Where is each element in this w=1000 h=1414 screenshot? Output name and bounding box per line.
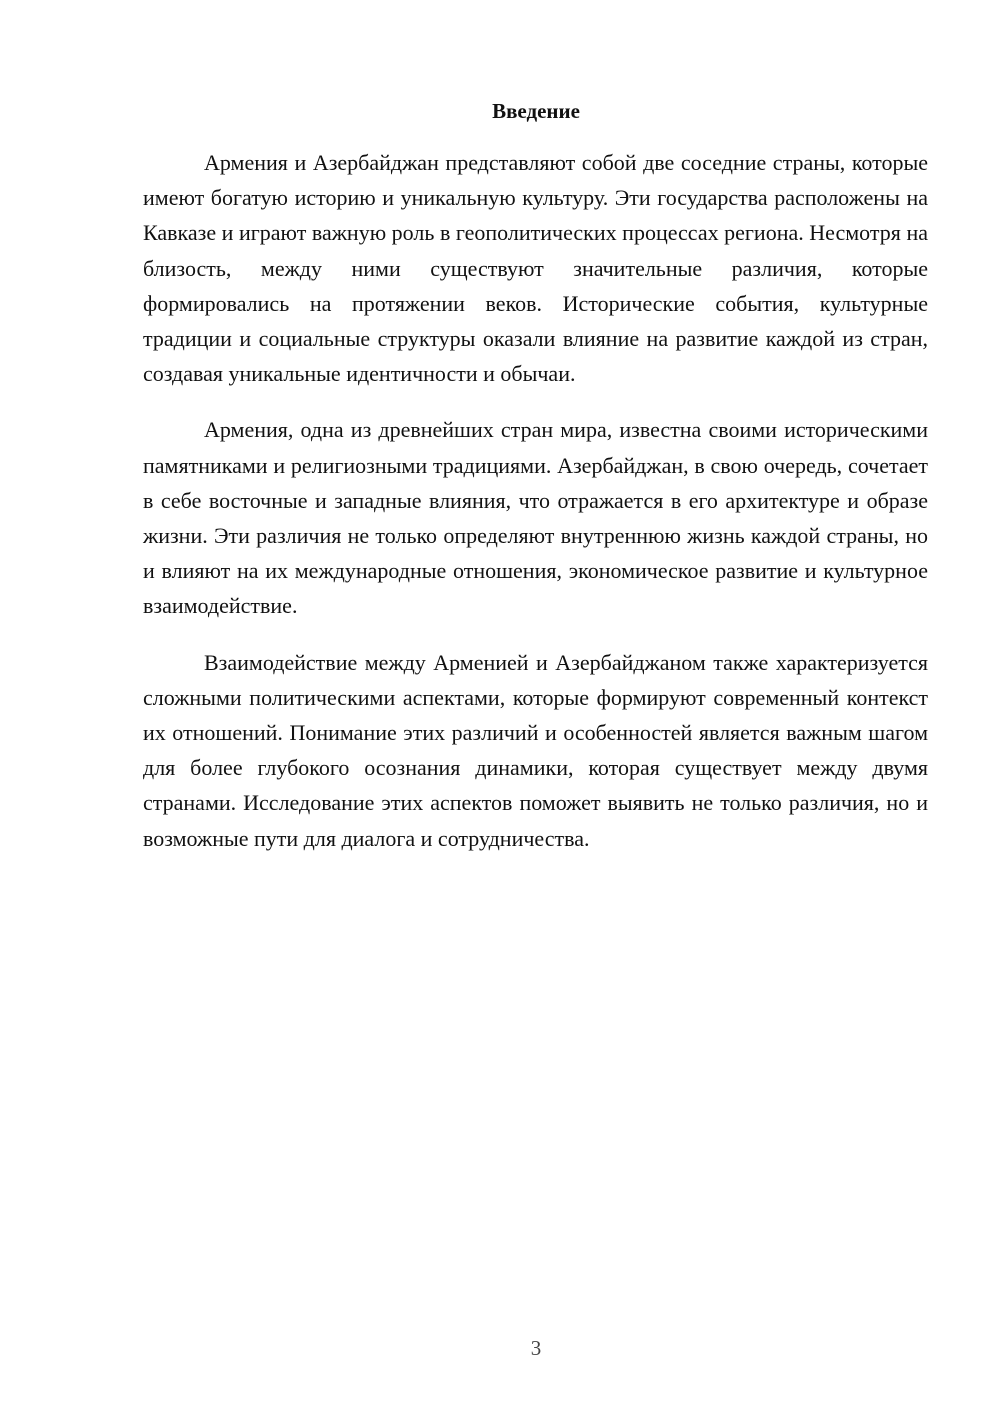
paragraph-2: Армения, одна из древнейших стран мира, известна своими историческими памятниками и религиозными традициями. Азербайджан, в свою очередь, сочетает в себе восточные и западные влияния, что отражается в его архитектуре и образе жизни. Эти различия не только определяют внутреннюю жизнь каждой страны, но и влияют на их международные отношения, экономическое развитие и культурное взаимодействие.	[143, 417, 928, 619]
paragraph-1: Армения и Азербайджан представляют собой две соседние страны, которые имеют богатую историю и уникальную культуру. Эти государства расположены на Кавказе и играют важную роль в геополитических процессах региона. Несмотря на близость, между ними существуют значительные различия, которые формировались на протяжении веков. Исторические события, культурные традиции и социальные структуры оказали влияние на развитие каждой из стран, создавая уникальные идентичности и обычаи.	[143, 150, 928, 387]
body-text	[143, 145, 928, 856]
section-title: Введение	[492, 99, 580, 123]
page-number: 3	[530, 1336, 542, 1360]
paragraph-3: Взаимодействие между Арменией и Азербайджаном также характеризуется сложными политическими аспектами, которые формируют современный контекст их отношений. Понимание этих различий и особенностей является важным шагом для более глубокого осознания динамики, которая существует между двумя странами. Исследование этих аспектов поможет выявить не только различия, но и возможные пути для диалога и сотрудничества.	[143, 649, 928, 851]
